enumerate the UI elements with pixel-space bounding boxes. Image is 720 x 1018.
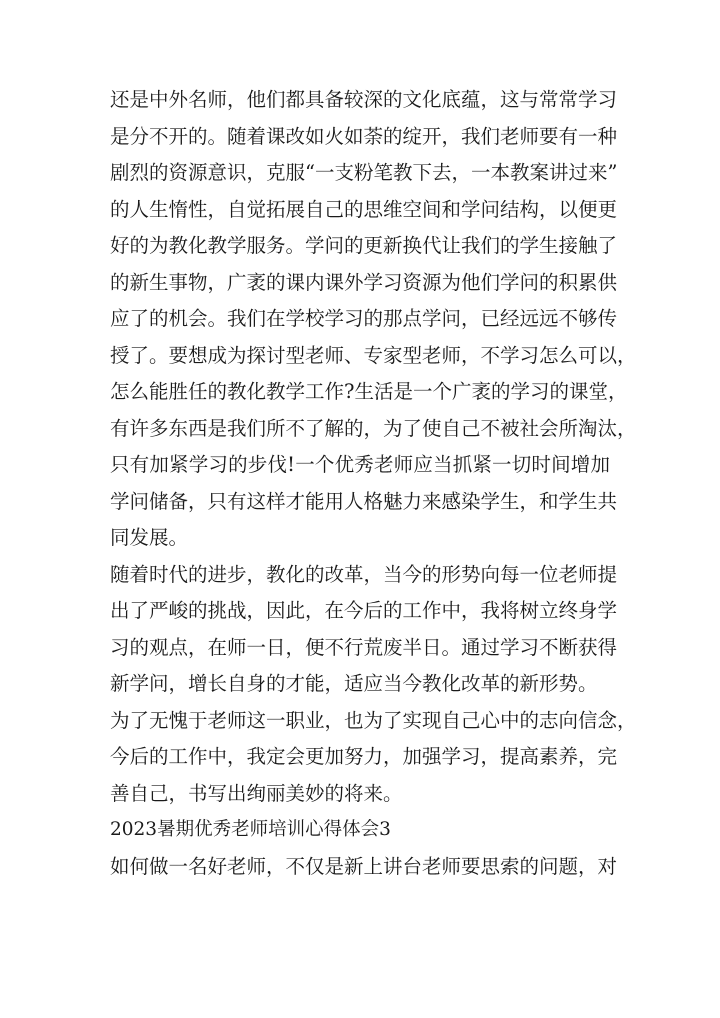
text-line: 是分不开的。随着课改如火如荼的绽开，我们老师要有一种: [110, 124, 618, 148]
text-line: 出了严峻的挑战，因此，在今后的工作中，我将树立终身学: [110, 599, 618, 622]
text-line: 善自己，书写出绚丽美妙的将来。: [110, 781, 403, 805]
text-line: 有许多东西是我们所不了解的，为了使自己不被社会所淘汰，: [110, 416, 637, 440]
text-line: 好的为教化教学服务。学问的更新换代让我们的学生接触了: [110, 234, 618, 257]
text-line: 今后的工作中，我定会更加努力，加强学习，提高素养，完: [110, 745, 618, 768]
text-line: 同发展。: [110, 526, 189, 549]
text-line: 只有加紧学习的步伐!一个优秀老师应当抓紧一切时间增加: [110, 453, 610, 476]
text-line: 为了无愧于老师这一职业，也为了实现自己心中的志向信念，: [110, 708, 637, 732]
text-line: 习的观点，在师一日，便不行荒废半日。通过学习不断获得: [110, 635, 618, 659]
text-line: 授了。要想成为探讨型老师、专家型老师，不学习怎么可以，: [110, 343, 637, 367]
text-line: 新学问，增长自身的才能，适应当今教化改革的新形势。: [110, 672, 598, 695]
section-heading: 2023暑期优秀老师培训心得体会3: [110, 819, 391, 840]
text-line: 的人生惰性，自觉拓展自己的思维空间和学问结构，以便更: [110, 197, 618, 221]
text-line: 如何做一名好老师，不仅是新上讲台老师要思索的问题，对: [110, 854, 618, 878]
text-line: 剧烈的资源意识，克服“一支粉笔教下去，一本教案讲过来”: [110, 161, 618, 184]
text-line: 学问储备，只有这样才能用人格魅力来感染学生，和学生共: [110, 489, 618, 513]
document-body: [110, 82, 637, 885]
text-line: 随着时代的进步，教化的改革，当今的形势向每一位老师提: [110, 562, 618, 586]
text-line: 还是中外名师，他们都具备较深的文化底蕴，这与常常学习: [110, 88, 618, 111]
text-line: 应了的机会。我们在学校学习的那点学问，已经远远不够传: [110, 307, 618, 330]
text-line: 的新生事物，广袤的课内课外学习资源为他们学问的积累供: [110, 270, 618, 294]
text-line: 怎么能胜任的教化教学工作?生活是一个广袤的学习的课堂，: [110, 380, 628, 403]
